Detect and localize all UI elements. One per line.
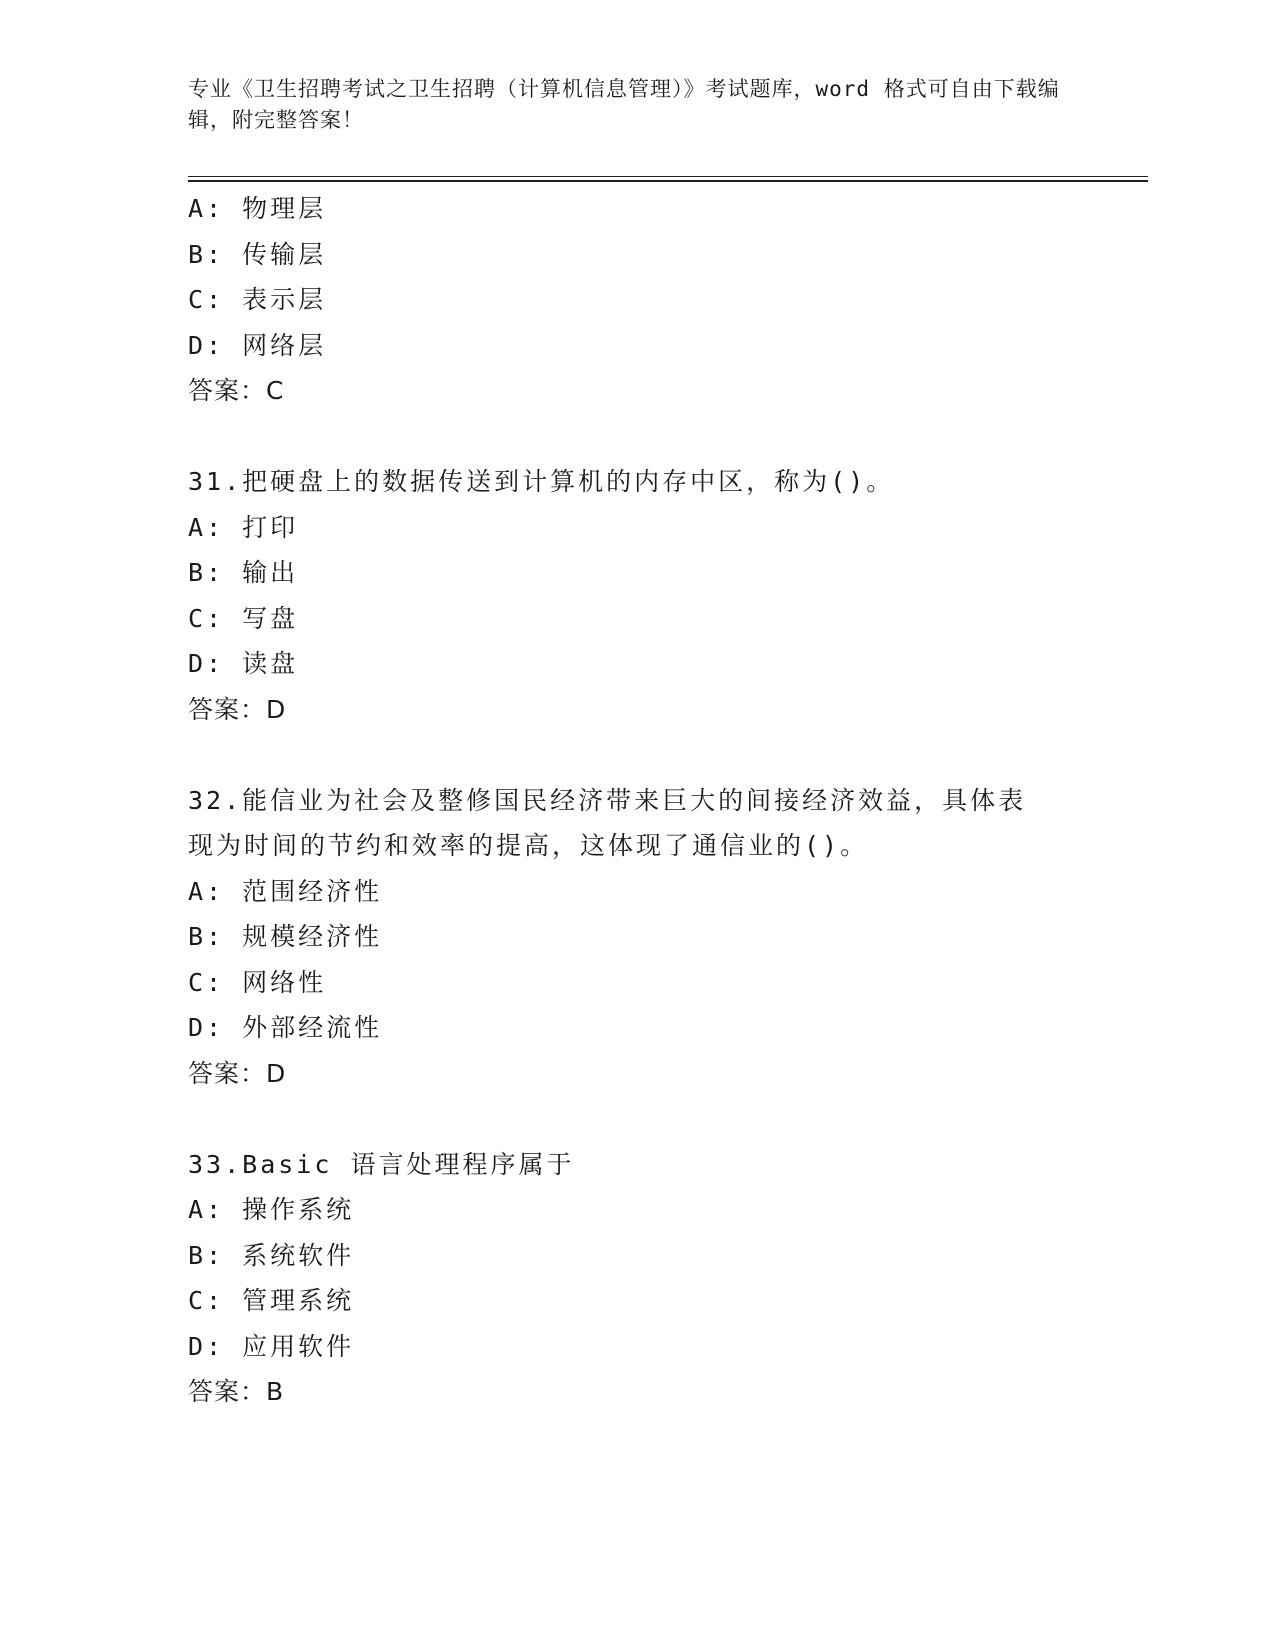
option-a: A: 范围经济性: [188, 876, 383, 906]
option-d: D: 外部经流性: [188, 1013, 383, 1042]
question-30-continued: [188, 186, 1088, 414]
spacer: [188, 414, 1088, 460]
header-divider-thick: [188, 180, 1148, 182]
answer-line: 答案：B: [188, 1377, 285, 1406]
option-c: C: 网络性: [188, 967, 327, 997]
question-text: 32.能信业为社会及整修国民经济带来巨大的间接经济效益，具体表现为时间的节约和效率的提高，这体现了通信业的()。: [188, 785, 1027, 860]
answer-line: 答案：D: [188, 694, 287, 724]
spacer: [188, 732, 1088, 778]
answer-line: 答案：C: [188, 376, 285, 405]
header-divider-thin: [188, 176, 1148, 177]
question-text: 31.把硬盘上的数据传送到计算机的内存中区，称为()。: [188, 467, 895, 496]
option-a: A: 打印: [188, 512, 299, 542]
option-d: D: 应用软件: [188, 1331, 355, 1361]
question-32: [188, 778, 1088, 1097]
question-list: [188, 186, 1088, 1415]
option-d: D: 读盘: [188, 649, 299, 678]
question-text: 33.Basic 语言处理程序属于: [188, 1149, 575, 1179]
option-b: B: 输出: [188, 558, 299, 587]
option-b: B: 规模经济性: [188, 922, 383, 951]
spacer: [188, 1096, 1088, 1142]
option-a: A: 物理层: [188, 194, 327, 223]
question-31: [188, 459, 1088, 732]
question-33: [188, 1142, 1088, 1415]
option-b: B: 系统软件: [188, 1240, 355, 1270]
option-c: C: 管理系统: [188, 1286, 355, 1315]
option-d: D: 网络层: [188, 330, 327, 360]
answer-line: 答案：D: [188, 1058, 287, 1088]
document-header: 专业《卫生招聘考试之卫生招聘（计算机信息管理）》考试题库，word 格式可自由下载编辑，附完整答案！: [188, 77, 1060, 132]
option-a: A: 操作系统: [188, 1195, 355, 1224]
option-c: C: 表示层: [188, 285, 327, 314]
option-b: B: 传输层: [188, 239, 327, 269]
option-c: C: 写盘: [188, 603, 299, 633]
